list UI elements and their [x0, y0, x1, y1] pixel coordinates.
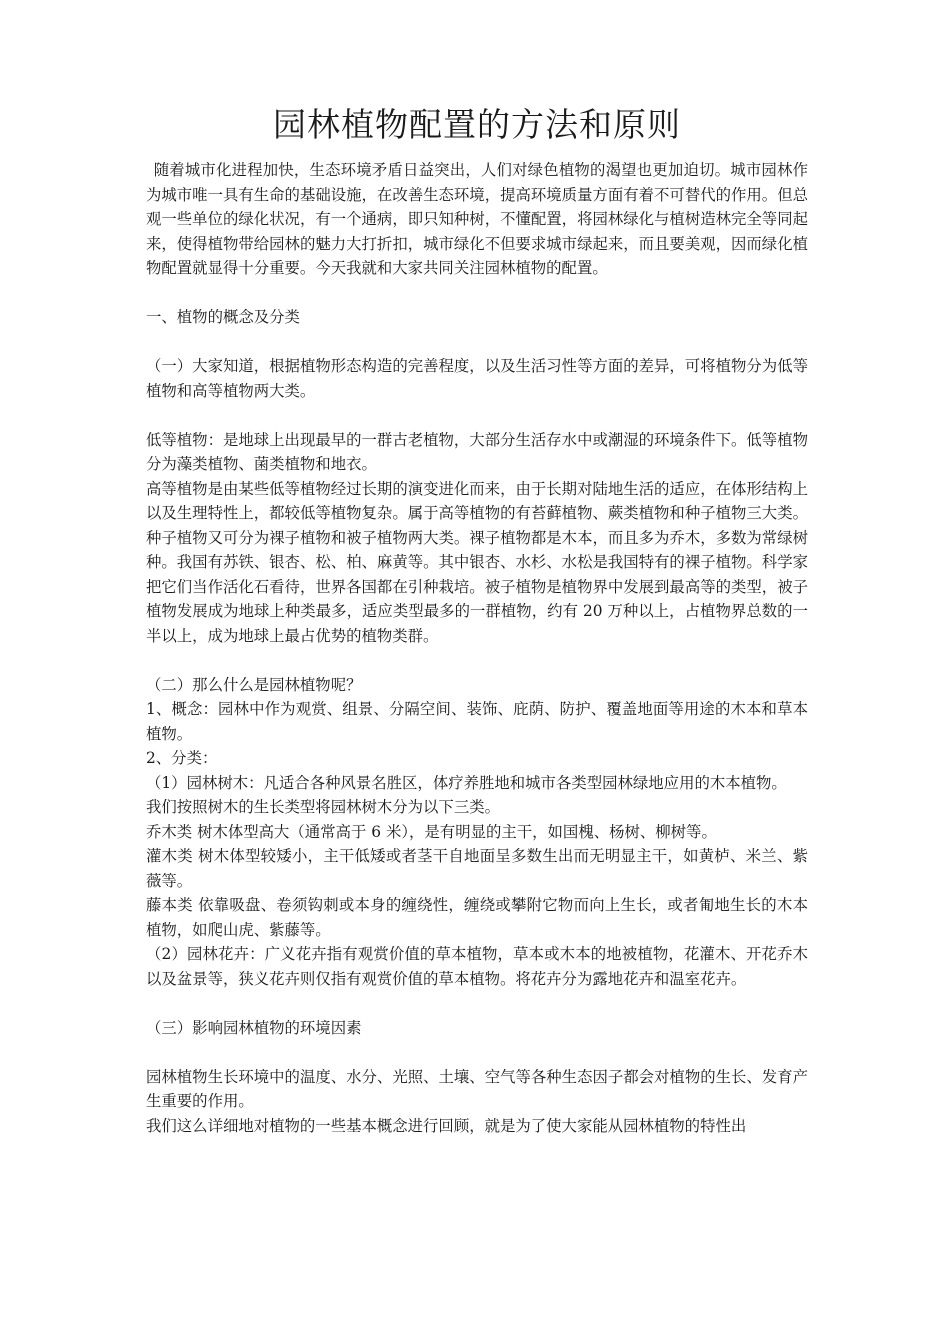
- spacer: [146, 991, 808, 1016]
- spacer: [146, 281, 808, 306]
- section-3-heading: （三）影响园林植物的环境因素: [146, 1018, 362, 1037]
- section-1-paragraph-1: （一）大家知道，根据植物形态构造的完善程度，以及生活习性等方面的差异，可将植物分为低等植物和高等植物两大类。: [146, 357, 808, 400]
- spacer: [146, 1040, 808, 1065]
- intro-paragraph: 随着城市化进程加快，生态环境矛盾日益突出，人们对绿色植物的渴望也更加迫切。城市园林作为城市唯一具有生命的基础设施，在改善生态环境，提高环境质量方面有着不可替代的作用。但总观一些单位的绿化状况，有一个通病，即只知种树，不懂配置，将园林绿化与植树造林完全等同起来，使得植物带给园林的魅力大打折扣，城市绿化不但要求城市绿起来，而且要美观，因而绿化植物配置就显得十分重要。今天我就和大家共同关注园林植物的配置。: [146, 161, 808, 277]
- shrub-paragraph: 灌木类 树木体型较矮小，主干低矮或者茎干自地面呈多数生出而无明显主干，如黄栌、米兰、紫薇等。: [146, 847, 808, 890]
- spacer: [146, 330, 808, 355]
- garden-trees-paragraph: （1）园林树木：凡适合各种风景名胜区，体疗养胜地和城市各类型园林绿地应用的木本植物。: [146, 773, 787, 792]
- section-2-heading: （二）那么什么是园林植物呢？: [146, 675, 362, 694]
- classification-heading: 2、分类：: [146, 749, 218, 767]
- trees-intro-paragraph: 我们按照树木的生长类型将园林树木分为以下三类。: [146, 798, 500, 816]
- arbor-paragraph: 乔木类 树木体型高大（通常高于 6 米），是有明显的主干，如国槐、杨树、柳树等。: [146, 822, 717, 841]
- low-plants-paragraph: 低等植物：是地球上出现最早的一群古老植物，大部分生活存水中或潮湿的环境条件下。低等植物分为藻类植物、菌类植物和地衣。: [146, 430, 808, 473]
- spacer: [146, 403, 808, 428]
- concept-paragraph: 1、概念：园林中作为观赏、组景、分隔空间、装饰、庇荫、防护、覆盖地面等用途的木本和草本植物。: [146, 700, 808, 743]
- section-1-heading: 一、植物的概念及分类: [146, 308, 300, 326]
- vine-paragraph: 藤本类 依靠吸盘、卷须钩刺或本身的缠绕性，缠绕或攀附它物而向上生长，或者匍地生长的木本植物，如爬山虎、紫藤等。: [146, 896, 808, 939]
- document-page: [146, 100, 808, 1138]
- section-3-paragraph-2: 我们这么详细地对植物的一些基本概念进行回顾，就是为了使大家能从园林植物的特性出: [146, 1116, 747, 1135]
- document-title: 园林植物配置的方法和原则: [273, 105, 681, 144]
- flowers-paragraph: （2）园林花卉：广义花卉指有观赏价值的草本植物，草本或木本的地被植物，花灌木、开花乔木以及盆景等，狭义花卉则仅指有观赏价值的草本植物。将花卉分为露地花卉和温室花卉。: [146, 945, 808, 988]
- spacer: [146, 648, 808, 673]
- high-plants-paragraph: 高等植物是由某些低等植物经过长期的演变进化而来，由于长期对陆地生活的适应，在体形结构上以及生理特性上，都较低等植物复杂。属于高等植物的有苔藓植物、蕨类植物和种子植物三大类。种子植物又可分为裸子植物和被子植物两大类。裸子植物都是木本，而且多为乔木，多数为常绿树种。我国有苏铁、银杏、松、柏、麻黄等。其中银杏、水杉、水松是我国特有的裸子植物。科学家把它们当作活化石看待，世界各国都在引种栽培。被子植物是植物界中发展到最高等的类型，被子植物发展成为地球上种类最多，适应类型最多的一群植物，约有 20 万种以上，占植物界总数的一半以上，成为地球上最占优势的植物类群。: [146, 479, 808, 645]
- section-3-paragraph-1: 园林植物生长环境中的温度、水分、光照、土壤、空气等各种生态因子都会对植物的生长、发育产生重要的作用。: [146, 1067, 808, 1110]
